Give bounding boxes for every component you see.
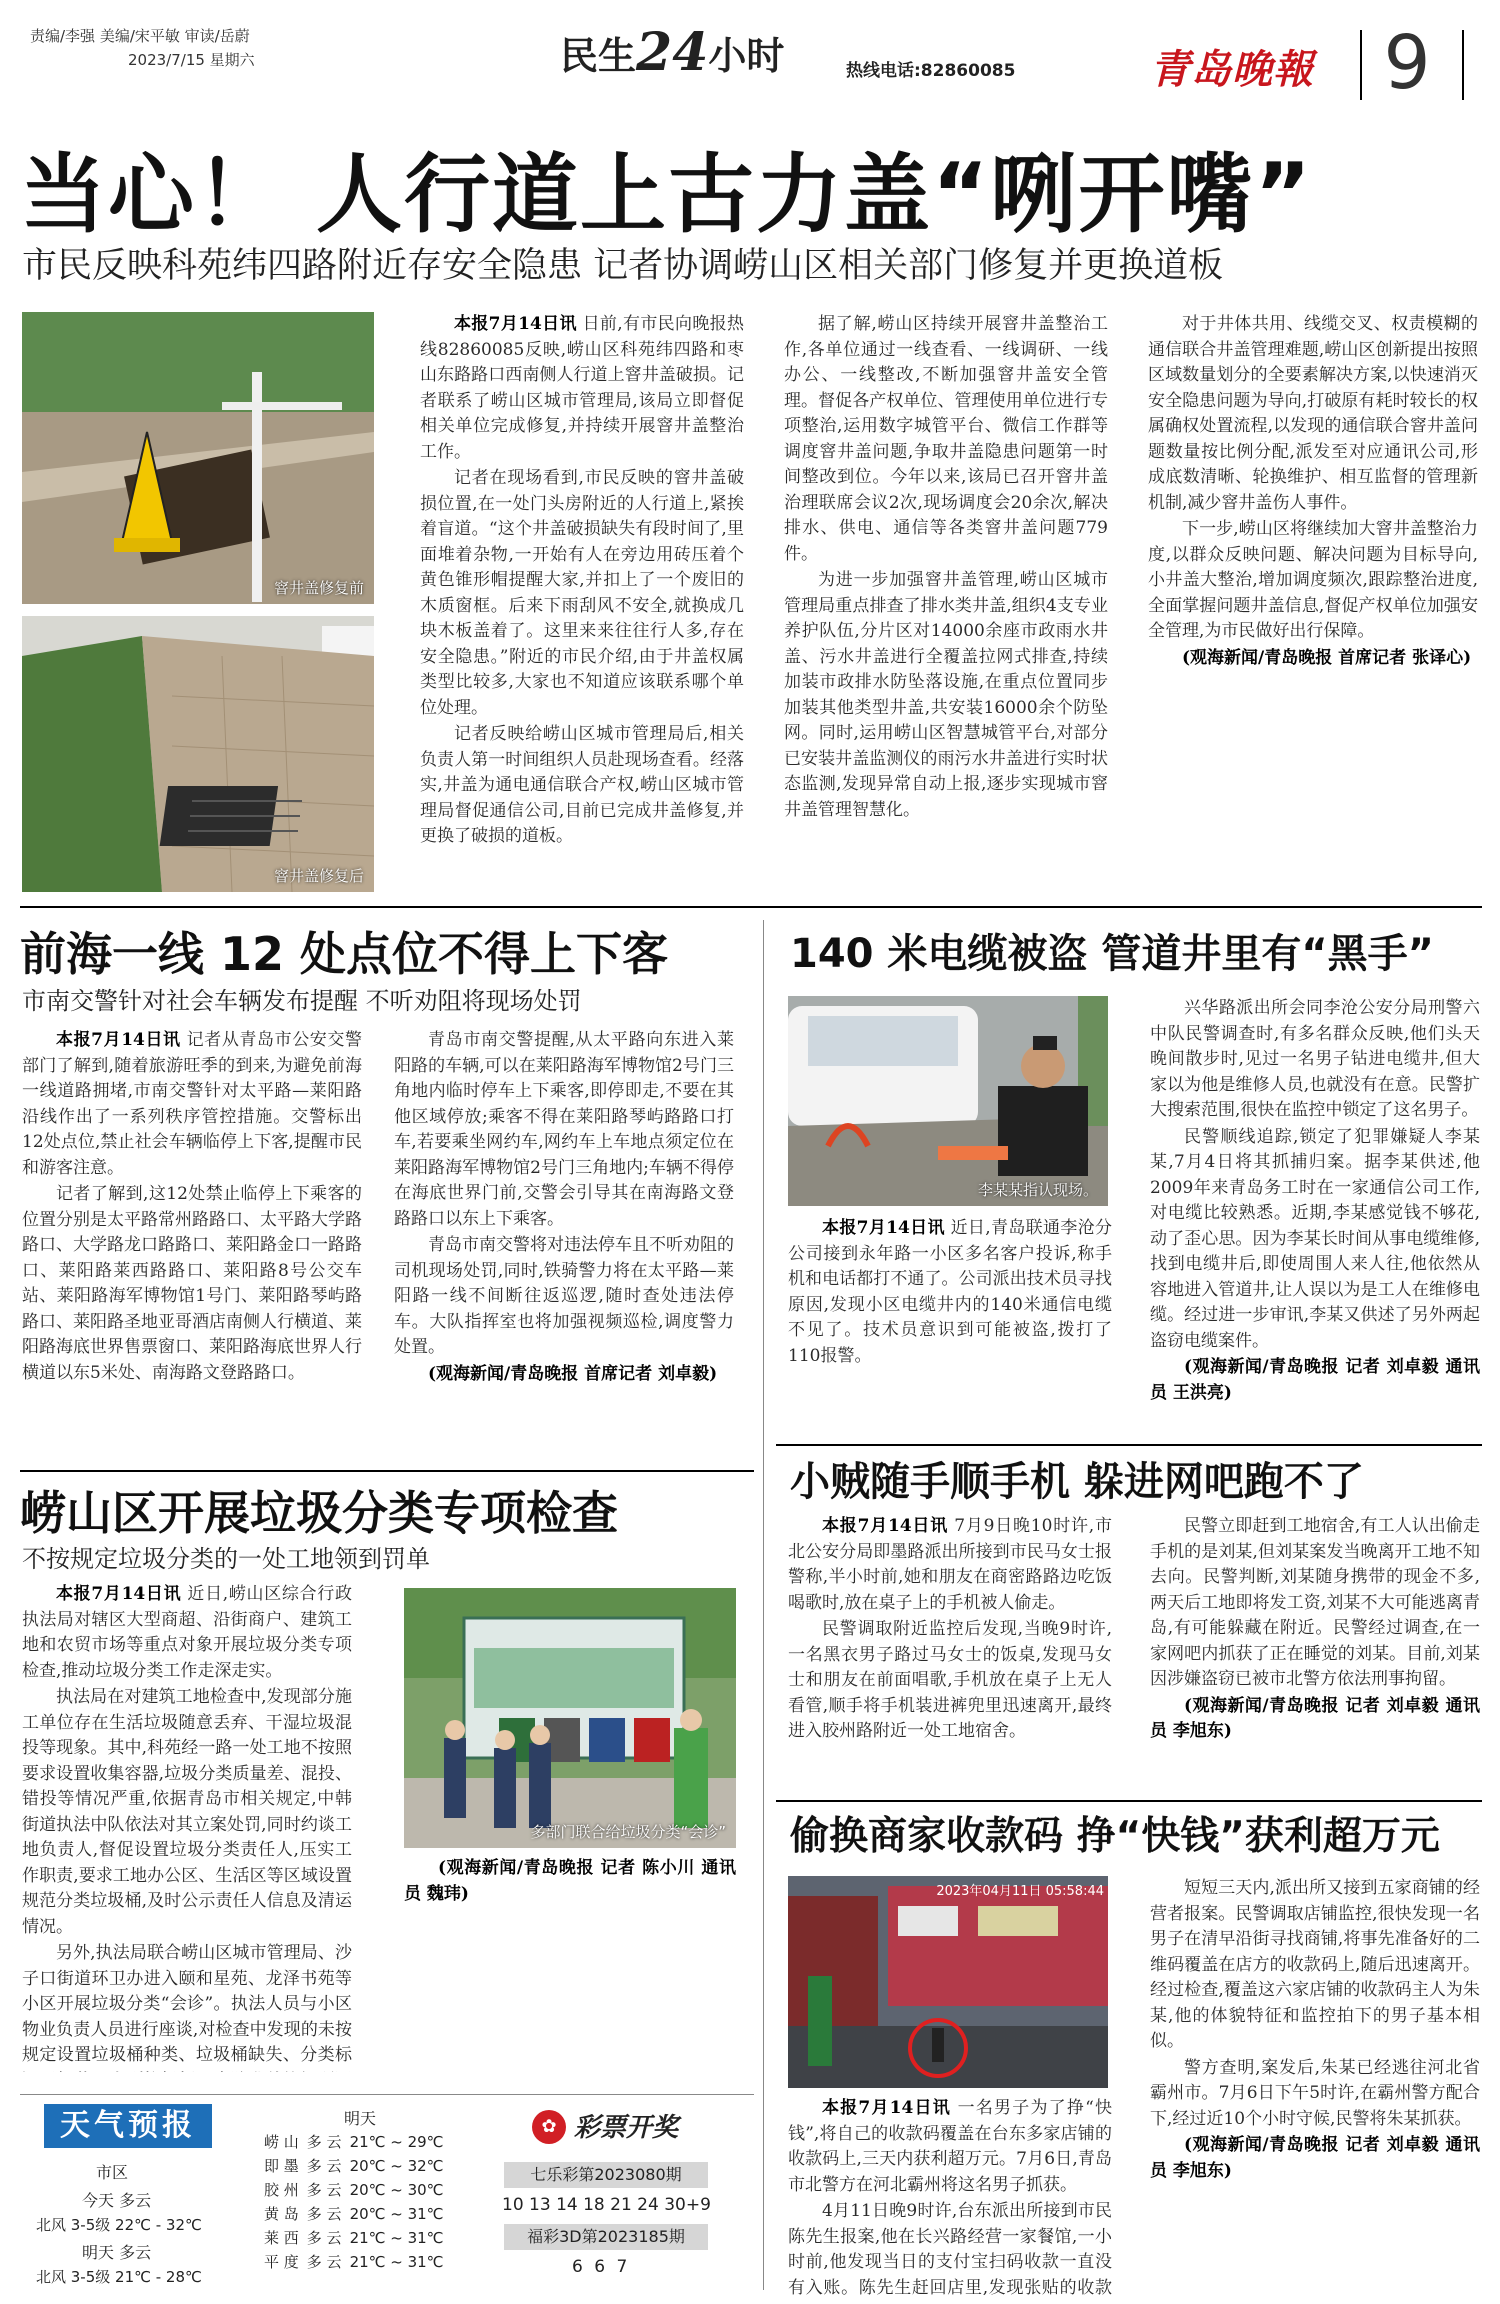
story2-paragraph-4: 青岛市南交警将对违法停车且不听劝阻的司机现场处罚,同时,铁骑警力将在太平路—莱阳路一线不间断往返巡逻,随时查处违法停车。大队指挥室也将加强视频巡检,调度警力处置。 bbox=[394, 1235, 734, 1357]
weather-today: 今天 多云 bbox=[82, 2191, 152, 2210]
issue-date: 2023/7/15 星期六 bbox=[128, 51, 255, 69]
story1-photo-before bbox=[22, 312, 374, 604]
weather-row bbox=[260, 2178, 448, 2202]
story2-paragraph-1: 记者从青岛市公安交警部门了解到,随着旅游旺季的到来,为避免前海一线道路拥堵,市南交警针对太平路—莱阳路沿线作出了一系列秩序管控措施。交警标出12处点位,禁止社会车辆临停上下客,提醒市民和游客注意。 bbox=[22, 1030, 362, 1178]
district-temp: 20℃ ~ 31℃ bbox=[349, 2205, 444, 2223]
story6-column-1 bbox=[788, 2096, 1112, 2296]
story1-column-3 bbox=[1148, 312, 1478, 894]
story4-photo bbox=[788, 996, 1108, 1206]
divider-h1 bbox=[20, 906, 1482, 908]
story2-paragraph-3: 青岛市南交警提醒,从太平路向东进入莱阳路的车辆,可以在莱阳路海军博物馆2号门三角地内临时停车上下乘客,即停即走,不要在其他区域停放;乘客不得在莱阳路琴屿路路口打车,若要乘坐网约车,网约车上车地点须定位在莱阳路海军博物馆2号门三角地内;车辆不得停在海底世界门前,交警会引导其在南海路文登路路口以东上下乘客。 bbox=[394, 1030, 734, 1229]
story1-dateline: 本报7月14日讯 bbox=[454, 314, 577, 334]
story5-paragraph-2: 民警调取附近监控后发现,当晚9时许,一名黑衣男子路过马女士的饭桌,发现马女士和朋友在前面唱歌,手机放在桌子上无人看管,顺手将手机装进裤兜里迅速离开,最终进入胶州路附近一处工地宿舍。 bbox=[788, 1619, 1112, 1741]
district-weather: 多 云 bbox=[306, 2205, 342, 2223]
district-temp: 21℃ ~ 31℃ bbox=[349, 2253, 444, 2271]
story3-photo-caption: 多部门联合给垃圾分类“会诊” bbox=[530, 1823, 726, 1841]
hotline: 热线电话:82860085 bbox=[846, 61, 1016, 80]
district-name: 莱 西 bbox=[264, 2229, 299, 2247]
story6-dateline: 本报7月14日讯 bbox=[822, 2098, 951, 2118]
story6-photo bbox=[788, 1876, 1108, 2088]
district-weather: 多 云 bbox=[306, 2253, 342, 2271]
story4-headline: 140 米电缆被盗 管道井里有“黑手” bbox=[790, 931, 1434, 977]
lottery-box bbox=[502, 2100, 754, 2300]
story1-paragraph-1: 日前,有市民向晚报热线82860085反映,崂山区科苑纬四路和枣山东路路口西南侧人行道上窨井盖破损。记者联系了崂山区城市管理局,该局立即督促相关单位完成修复,并持续开展窨井盖整治工作。 bbox=[420, 314, 744, 462]
story2-subheadline: 市南交警针对社会车辆发布提醒 不听劝阻将现场处罚 bbox=[22, 987, 582, 1015]
story1-photo-before-caption: 窨井盖修复前 bbox=[273, 579, 364, 597]
weather-row bbox=[260, 2250, 448, 2274]
story4-paragraph-3: 民警顺线追踪,锁定了犯罪嫌疑人李某某,7月4日将其抓捕归案。据李某供述,他2009年来青岛务工时在一家通信公司工作,对电缆比较熟悉。近期,李某感觉钱不够花,动了歪心思。因为李某长时间从事电缆维修,找到电缆井后,即使周围人来人往,他依然从容地进入管道井,让人误以为是工人在维修电缆。经过进一步审讯,李某又供述了另外两起盗窃电缆案件。 bbox=[1150, 1126, 1480, 1351]
story3-paragraph-2: 执法局在对建筑工地检查中,发现部分施工单位存在生活垃圾随意丢弃、干湿垃圾混投等现象。其中,科苑经一路一处工地不按照要求设置收集容器,垃圾分类质量差、混投、错投等情况严重,依据青岛市相关规定,中韩街道执法中队依法对其立案处罚,同时约谈工地负责人,督促设置垃圾分类责任人,压实工作职责,要求工地办公区、生活区等区域设置规范分类垃圾桶,及时公示责任人信息及清运情况。 bbox=[22, 1687, 352, 1937]
story3-column-1 bbox=[22, 1582, 352, 2072]
story6-paragraph-1: 一名男子为了挣“快钱”,将自己的收款码覆盖在台东多家店铺的收款码上,三天内获利超万元。7月6日,青岛市北警方在河北霸州将这名男子抓获。 bbox=[788, 2098, 1112, 2195]
weather-today-wind: 北风 3-5级 22℃ - 32℃ bbox=[36, 2216, 202, 2234]
story1-paragraph-7: 下一步,崂山区将继续加大窨井盖整治力度,以群众反映问题、解决问题为目标导向,小井盖大整治,增加调度频次,跟踪整治进度,全面掌握问题井盖信息,督促产权单位加强安全管理,为市民做好出行保障。 bbox=[1148, 519, 1478, 641]
story2-column-2 bbox=[394, 1028, 734, 1458]
story2-byline: (观海新闻/青岛晚报 首席记者 刘卓毅) bbox=[428, 1363, 718, 1384]
header-divider-v1 bbox=[1360, 30, 1362, 100]
story1-photo-after-caption: 窨井盖修复后 bbox=[273, 867, 364, 885]
story4-paragraph-2: 兴华路派出所会同李沧公安分局刑警六中队民警调查时,有多名群众反映,他们头天晚间散步时,见过一名男子钻进电缆井,但大家以为他是维修人员,也就没有在意。民警扩大搜索范围,很快在监控中锁定了这名男子。 bbox=[1150, 998, 1480, 1120]
weather-row bbox=[260, 2154, 448, 2178]
story6-headline: 偷换商家收款码 挣“快钱”获利超万元 bbox=[790, 1814, 1440, 1859]
story1-paragraph-5: 为进一步加强窨井盖管理,崂山区城市管理局重点排查了排水类井盖,组织4支专业养护队伍,分片区对14000余座市政雨水井盖、污水井盖进行全覆盖拉网式排查,持续加装市政排水防坠落设施,在重点位置同步加装其他类型井盖,共安装16000余个防坠网。同时,运用崂山区智慧城管平台,对部分已安装井盖监测仪的雨污水井盖进行实时状态监测,发现异常自动上报,逐步实现城市窨井盖管理智慧化。 bbox=[784, 570, 1108, 820]
story3-dateline: 本报7月14日讯 bbox=[56, 1584, 182, 1604]
story1-paragraph-3: 记者反映给崂山区城市管理局后,相关负责人第一时间组织人员赴现场查看。经落实,井盖为通电通信联合产权,崂山区城市管理局督促通信公司,目前已完成井盖修复,并更换了破损的道板。 bbox=[420, 724, 744, 846]
surveillance-timestamp: 2023年04月11日 05:58:44 bbox=[936, 1884, 1104, 1899]
story6-paragraph-4: 警方查明,案发后,朱某已经逃往河北省霸州市。7月6日下午5时许,在霸州警方配合下,经过近10个小时守候,民警将朱某抓获。 bbox=[1150, 2057, 1480, 2129]
district-weather: 多 云 bbox=[306, 2133, 342, 2151]
qlc-label: 七乐彩第2023080期 bbox=[504, 2162, 708, 2188]
district-weather: 多 云 bbox=[306, 2229, 342, 2247]
divider-h3-left bbox=[20, 2094, 754, 2095]
lottery-icon: ✿ bbox=[532, 2110, 566, 2144]
newspaper-logo: 青岛晚報 bbox=[1150, 46, 1314, 90]
story4-dateline: 本报7月14日讯 bbox=[822, 1218, 945, 1238]
lottery-title: 彩票开奖 bbox=[574, 2113, 679, 2143]
story4-paragraph-1: 近日,青岛联通李沧分公司接到永年路一小区多名客户投诉,称手机和电话都打不通了。公司派出技术员寻找原因,发现小区电缆井内的140米通信电缆不见了。技术员意识到可能被盗,拨打了110报警。 bbox=[788, 1218, 1112, 1366]
story5-byline: (观海新闻/青岛晚报 记者 刘卓毅 通讯员 李旭东) bbox=[1150, 1695, 1480, 1741]
page-number: 9 bbox=[1383, 20, 1431, 106]
story3-headline: 崂山区开展垃圾分类专项检查 bbox=[20, 1486, 618, 1540]
story3-byline: (观海新闻/青岛晚报 记者 陈小川 通讯员 魏玮) bbox=[404, 1858, 736, 1904]
district-name: 崂 山 bbox=[264, 2133, 299, 2151]
weather-box bbox=[22, 2100, 492, 2300]
district-name: 胶 州 bbox=[264, 2181, 299, 2199]
story3-subheadline: 不按规定垃圾分类的一处工地领到罚单 bbox=[22, 1545, 430, 1573]
weather-forecast-header: 明天 bbox=[344, 2109, 377, 2128]
story4-column-2 bbox=[1150, 996, 1480, 1458]
before-scene-illustration bbox=[22, 312, 374, 604]
weather-district-table bbox=[260, 2130, 492, 2300]
story5-column-2 bbox=[1150, 1514, 1480, 1798]
story1-headline: 当心！ 人行道上古力盖“咧开嘴” bbox=[20, 145, 1313, 245]
story5-headline: 小贼随手顺手机 躲进网吧跑不了 bbox=[790, 1459, 1364, 1505]
story4-column-1 bbox=[788, 1216, 1112, 1450]
divider-h3-right bbox=[776, 1800, 1482, 1802]
weather-row bbox=[260, 2130, 448, 2154]
story2-headline: 前海一线 12 处点位不得上下客 bbox=[20, 927, 669, 981]
district-name: 黄 岛 bbox=[264, 2205, 299, 2223]
story5-paragraph-1: 7月9日晚10时许,市北公安分局即墨路派出所接到市民马女士报警称,半小时前,她和朋友在商密路路边吃饭喝歌时,放在桌子上的手机被人偷走。 bbox=[788, 1516, 1112, 1613]
divider-v-mid bbox=[763, 920, 764, 2290]
story5-dateline: 本报7月14日讯 bbox=[822, 1516, 949, 1536]
section-name-a: 民生 bbox=[560, 34, 637, 78]
district-temp: 20℃ ~ 30℃ bbox=[349, 2181, 444, 2199]
story1-column-1 bbox=[420, 312, 744, 894]
editors-line: 责编/李强 美编/宋平敏 审读/岳蔚 bbox=[30, 27, 250, 45]
story2-paragraph-2: 记者了解到,这12处禁止临停上下乘客的位置分别是太平路常州路路口、太平路大学路路口、大学路龙口路路口、莱阳路金口一路路口、莱阳路莱西路路口、莱阳路8号公交车站、莱阳路海军博物馆1号门、莱阳路琴屿路路口、莱阳路圣地亚哥酒店南侧人行横道、莱阳路海底世界售票窗口、莱阳路海底世界人行横道以东5米处、南海路文登路路口。 bbox=[22, 1184, 362, 1383]
district-temp: 20℃ ~ 32℃ bbox=[349, 2157, 444, 2175]
story3-photo bbox=[404, 1588, 736, 1848]
district-weather: 多 云 bbox=[306, 2181, 342, 2199]
weather-row bbox=[260, 2202, 448, 2226]
section-masthead bbox=[560, 22, 860, 82]
story6-paragraph-3: 短短三天内,派出所又接到五家商铺的经营者报案。民警调取店铺监控,很快发现一名男子在清早沿街寻找商铺,将事先准备好的二维码覆盖在店方的收款码上,随后迅速离开。经过检查,覆盖这六家店铺的收款码主人为朱某,他的体貌特征和监控拍下的男子基本相似。 bbox=[1150, 1878, 1480, 2051]
story6-paragraph-2: 4月11日晚9时许,台东派出所接到市民陈先生报案,他在长兴路经营一家餐馆,一小时前,他发现当日的支付宝扫码收款一直没有入账。陈先生赶回店里,发现张贴的收款 bbox=[788, 2201, 1112, 2296]
story2-column-1 bbox=[22, 1028, 362, 1458]
weather-city: 市区 bbox=[96, 2163, 129, 2182]
story1-paragraph-4: 据了解,崂山区持续开展窨井盖整治工作,各单位通过一线查看、一线调研、一线办公、一线整改,不断加强窨井盖安全管理。督促各产权单位、管理使用单位进行专项整治,运用数字城管平台、微信工作群等调度窨井盖问题,争取井盖隐患问题第一时间整改到位。今年以来,该局已召开窨井盖治理联席会议2次,现场调度会20余次,解决排水、供电、通信等各类窨井盖问题779件。 bbox=[784, 314, 1108, 564]
story3-column-2 bbox=[404, 1856, 736, 2076]
story2-dateline: 本报7月14日讯 bbox=[56, 1030, 181, 1050]
story1-byline: (观海新闻/青岛晚报 首席记者 张译心) bbox=[1182, 647, 1472, 668]
weather-title: 天气预报 bbox=[44, 2104, 212, 2148]
fc3d-numbers: 6 6 7 bbox=[572, 2257, 631, 2277]
weather-tomorrow: 明天 多云 bbox=[82, 2243, 152, 2262]
divider-h2-right bbox=[776, 1444, 1482, 1446]
after-scene-illustration bbox=[22, 616, 374, 892]
district-name: 平 度 bbox=[264, 2253, 299, 2271]
district-temp: 21℃ ~ 29℃ bbox=[349, 2133, 444, 2151]
story5-column-1 bbox=[788, 1514, 1112, 1798]
story1-subheadline: 市民反映科苑纬四路附近存安全隐患 记者协调崂山区相关部门修复并更换道板 bbox=[22, 246, 1224, 286]
story6-byline: (观海新闻/青岛晚报 记者 刘卓毅 通讯员 李旭东) bbox=[1150, 2135, 1480, 2181]
story3-paragraph-1: 近日,崂山区综合行政执法局对辖区大型商超、沿街商户、建筑工地和农贸市场等重点对象开展垃圾分类专项检查,推动垃圾分类工作走深走实。 bbox=[22, 1584, 352, 1681]
story6-column-2 bbox=[1150, 1876, 1480, 2296]
district-temp: 21℃ ~ 31℃ bbox=[349, 2229, 444, 2247]
section-name-b: 24 bbox=[636, 22, 709, 82]
fc3d-label: 福彩3D第2023185期 bbox=[504, 2224, 708, 2250]
section-name-c: 小时 bbox=[708, 34, 785, 78]
story5-paragraph-3: 民警立即赶到工地宿舍,有工人认出偷走手机的是刘某,但刘某案发当晚离开工地不知去向。民警判断,刘某随身携带的现金不多,两天后工地即将发工资,刘某不大可能逃离青岛,有可能躲藏在附近。民警经过调查,在一家网吧内抓获了正在睡觉的刘某。目前,刘某因涉嫌盗窃已被市北警方依法刑事拘留。 bbox=[1150, 1516, 1480, 1689]
divider-h2-left bbox=[20, 1470, 754, 1472]
story1-paragraph-6: 对于井体共用、线缆交叉、权责模糊的通信联合井盖管理难题,崂山区创新提出按照区域数量划分的全要素解决方案,以快速消灭安全隐患问题为导向,打破原有耗时较长的权属确权处置流程,以发现的通信联合窨井盖问题数量按比例分配,派发至对应通讯公司,形成底数清晰、轮换维护、相互监督的管理新机制,减少窨井盖伤人事件。 bbox=[1148, 314, 1478, 513]
weather-row bbox=[260, 2226, 448, 2250]
surveillance-scene-illustration bbox=[788, 1876, 1108, 2088]
story4-byline: (观海新闻/青岛晚报 记者 刘卓毅 通讯员 王洪亮) bbox=[1150, 1357, 1480, 1403]
header-divider-v2 bbox=[1462, 30, 1464, 100]
inspection-scene-illustration bbox=[404, 1588, 736, 1848]
lottery-header bbox=[532, 2108, 732, 2148]
story1-photo-after bbox=[22, 616, 374, 892]
weather-tomorrow-wind: 北风 3-5级 21℃ - 28℃ bbox=[36, 2268, 202, 2286]
district-name: 即 墨 bbox=[264, 2157, 299, 2175]
qlc-numbers: 10 13 14 18 21 24 30+9 bbox=[502, 2195, 711, 2215]
story4-photo-caption: 李某某指认现场。 bbox=[977, 1181, 1098, 1199]
story3-paragraph-3: 另外,执法局联合崂山区城市管理局、沙子口街道环卫办进入颐和星苑、龙泽书苑等小区开展垃圾分类“会诊”。执法人员与小区物业负责人员进行座谈,对检查中发现的未按规定设置垃圾桶种类、垃圾桶缺失、分类标 bbox=[22, 1943, 352, 2065]
story1-paragraph-2: 记者在现场看到,市民反映的窨井盖破损位置,在一处门头房附近的人行道上,紧挨着盲道。“这个井盖破损缺失有段时间了,里面堆着杂物,一开始有人在旁边用砖压着个黄色锥形帽提醒大家,并扣上了一个废旧的木质窗框。后来下雨刮风不安全,就换成几块木板盖着了。这里来来往往行人多,存在安全隐患。”附近的市民介绍,由于井盖权属类型比较多,大家也不知道应该联系哪个单位处理。 bbox=[420, 468, 744, 718]
district-weather: 多 云 bbox=[306, 2157, 342, 2175]
story1-column-2 bbox=[784, 312, 1108, 894]
cable-theft-scene-illustration bbox=[788, 996, 1108, 1206]
